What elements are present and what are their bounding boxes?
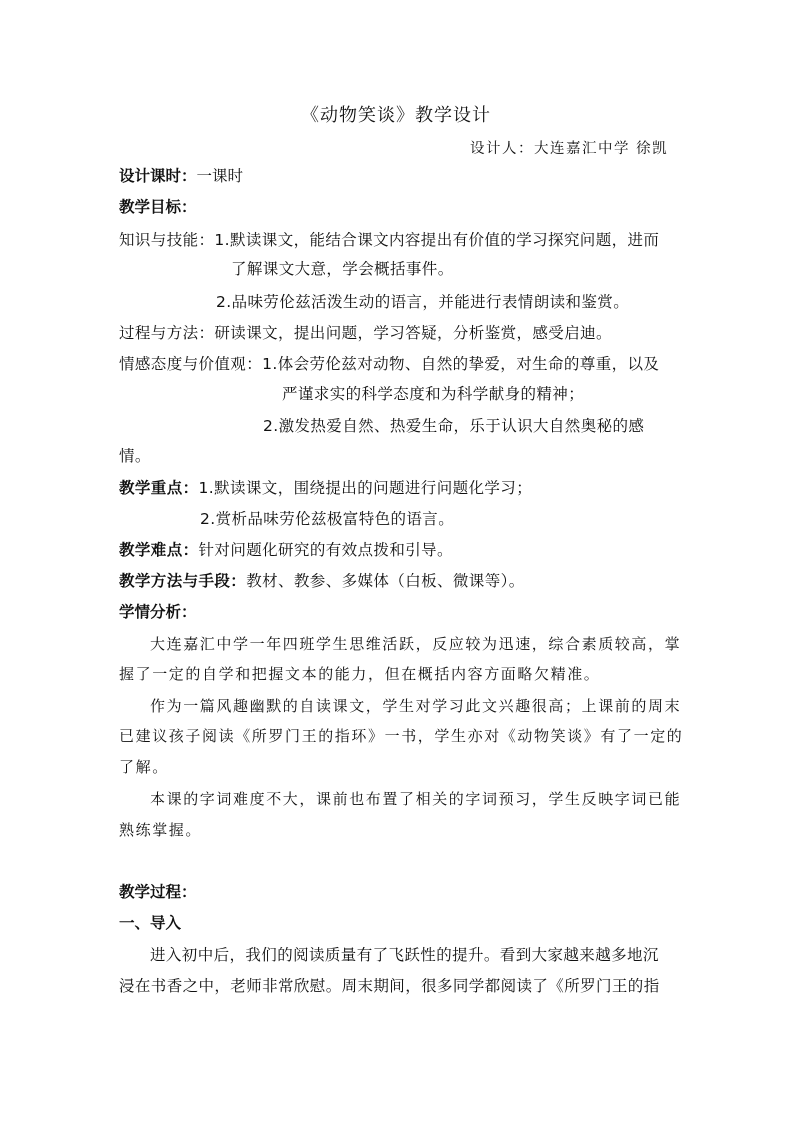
emotion-item2-line2: 情。 [119,447,151,465]
knowledge-item1-line2: 了解课文大意，学会概括事件。 [231,260,454,278]
difficulty-text: 针对问题化研究的有效点拨和引导。 [198,541,453,559]
author-line: 设计人：大连嘉汇中学 徐凯 [470,141,669,157]
lesson-hours-value: 一课时 [196,167,244,185]
emotion-label: 情感态度与价值观： [119,355,263,373]
process-p1-line2: 浸在书香之中，老师非常欣慰。周末期间，很多同学都阅读了《所罗门王的指 [119,977,660,995]
process-objective [119,323,612,343]
knowledge-objective [119,230,659,250]
emotion-item1-line2: 严谨求实的科学态度和为科学献身的精神； [282,385,585,403]
key-points [119,478,532,498]
analysis-p2-line2: 已建议孩子阅读《所罗门王的指环》一书，学生亦对《动物笑谈》有了一定的 [119,727,684,745]
process-p1-line1: 进入初中后，我们的阅读质量有了飞跃性的提升。看到大家越来越多地沉 [150,946,659,964]
emotion-item2-line1: 2.激发热爱自然、热爱生命，乐于认识大自然奥秘的感 [263,417,645,435]
analysis-p1-line2: 握了一定的自学和把握文本的能力，但在概括内容方面略欠精准。 [119,665,601,683]
methods-text: 教材、教参、多媒体（白板、微课等）。 [246,572,525,590]
objectives-heading: 教学目标： [119,198,197,216]
knowledge-label: 知识与技能： [119,231,215,249]
key-points-label: 教学重点： [119,479,199,497]
key-points-item1: 1.默读课文，围绕提出的问题进行问题化学习； [198,479,533,497]
analysis-p2-line1: 作为一篇风趣幽默的自读课文，学生对学习此文兴趣很高；上课前的周末 [150,697,682,715]
document-title: 《动物笑谈》教学设计 [301,105,491,126]
key-points-item2: 2.赏析品味劳伦兹极富特色的语言。 [200,510,455,528]
difficulty [119,540,453,560]
analysis-p1-line1: 大连嘉汇中学一年四班学生思维活跃，反应较为迅速，综合素质较高，掌 [150,635,682,653]
process-text: 研读课文，提出问题，学习答疑，分析鉴赏，感受启迪。 [214,324,612,342]
analysis-heading: 学情分析： [119,603,197,621]
emotion-objective [119,354,659,374]
process-label: 过程与方法： [119,324,215,342]
analysis-p2-line3: 了解。 [119,758,169,776]
analysis-p3-line1: 本课的字词难度不大，课前也布置了相关的字词预习，学生反映字词已能 [150,790,682,808]
methods [119,571,525,591]
lesson-hours-label: 设计课时： [119,167,197,185]
process-section1: 一、导入 [119,914,182,932]
difficulty-label: 教学难点： [119,541,199,559]
process-heading: 教学过程： [119,883,197,901]
emotion-item1-line1: 1.体会劳伦兹对动物、自然的挚爱，对生命的尊重，以及 [262,355,660,373]
knowledge-item1-line1: 1.默读课文，能结合课文内容提出有价值的学习探究问题，进而 [214,231,660,249]
lesson-hours [119,166,243,186]
knowledge-item2: 2.品味劳伦兹活泼生动的语言，并能进行表情朗读和鉴赏。 [216,293,630,311]
methods-label: 教学方法与手段： [119,572,247,590]
analysis-p3-line2: 熟练掌握。 [119,821,203,839]
